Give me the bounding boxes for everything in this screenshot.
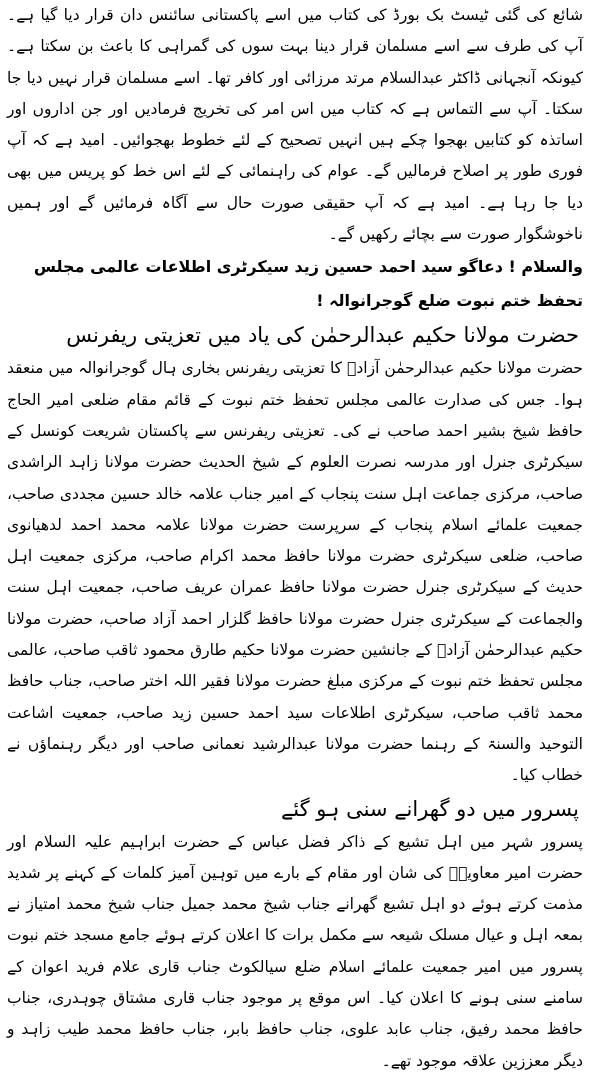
signoff-line: والسلام ! دعاگو سید احمد حسین زید سیکرٹری اطلاعات عالمی مجلس تحفظ ختم نبوت ضلع گوجرانوالہ ! [33,257,583,311]
intro-paragraph: شائع کی گئی ٹیسٹ بک بورڈ کی کتاب میں اسے پاکستانی سائنس دان قرار دیا گیا ہے۔ آپ کی طرف سے اسے مسلمان قرار دینا بہت سوں کی گمراہی کا باعث بن سکتا ہے۔ کیونکہ آنجہانی ڈاکٹر عبدالسلام مرتد مرزائی اور کافر تھا۔ اسے مسلمان قرار نہیں دیا جا سکتا۔ آپ سے التماس ہے کہ کتاب میں اس امر کی تخریج فرمادیں اور جن اداروں اور اساتذہ کو کتابیں بھجوا چکے ہیں انہیں تصحیح کے لئے خطوط بھجوائیں۔ امید ہے کہ آپ فوری طور پر اصلاح فرمالیں گے۔ عوام کی راہنمائی کے لئے اس خط کو پریس میں بھی دیا جا رہا ہے۔ امید ہے کہ آپ حقیقی صورت حال سے آگاہ فرمائیں گے اور ہمیں ناخوشگوار صورت سے بچائے رکھیں گے۔ [7,6,583,244]
section-heading-pasrur: پسرور میں دو گھرانے سنی ہو گئے [280,796,579,821]
condolence-reference-body: حضرت مولانا حکیم عبدالرحمٰن آزادؒ کا تعزیتی ریفرنس بخاری ہال گوجرانوالہ میں منعقد ہوا۔ جس کی صدارت عالمی مجلس تحفظ ختم نبوت کے قائم مقام ضلعی امیر الحاج حافظ شیخ بشیر احمد صاحب نے کی۔ تعزیتی ریفرنس سے پاکستان شریعت کونسل کے سیکرٹری جنرل اور مدرسہ نصرت العلوم کے شیخ الحدیث حضرت مولانا زاہد الراشدی صاحب، مرکزی جماعت اہل سنت پنجاب کے امیر جناب علامہ خالد حسین مجددی صاحب، جمعیت علمائے اسلام پنجاب کے سرپرست حضرت مولانا علامہ محمد احمد لدھیانوی صاحب، ضلعی سیکرٹری حضرت مولانا حافظ محمد اکرام صاحب، مرکزی جمعیت اہل حدیث کے سیکرٹری جنرل حضرت مولانا حافظ عمران عریف صاحب، جمعیت اہل سنت والجماعت کے سیکرٹری جنرل حضرت مولانا حافظ گلزار احمد آزاد صاحب، حضرت مولانا حکیم عبدالرحمٰن آزادؒ کے جانشین حضرت مولانا حکیم طارق محمود ثاقب صاحب، عالمی مجلس تحفظ ختم نبوت کے مرکزی مبلغ حضرت مولانا فقیر اللہ اختر صاحب، جناب حافظ محمد ثاقب صاحب، سیکرٹری اطلاعات سید احمد حسین زید صاحب، جمعیت اشاعت التوحید والسنۃ کے رہنما حضرت مولانا عبدالرشید نعمانی صاحب اور دیگر رہنماؤں نے خطاب کیا۔ [7,359,583,785]
pasrur-body: پسرور شہر میں اہل تشیع کے ذاکر فضل عباس کے حضرت ابراہیم علیہ السلام اور حضرت امیر معاویہؓ کی شان اور مقام کے بارے میں توہین آمیز کلمات کے کہنے پر شدید مذمت کرتے ہوئے دو اہل تشیع گھرانے جناب شیخ محمد جمیل جناب شیخ محمد امتیاز نے بمعہ اہل و عیال مسلک شیعہ سے مکمل برات کا اعلان کرتے ہوئے جامع مسجد ختم نبوت پسرور میں امیر جمعیت علمائے اسلام ضلع سیالکوٹ جناب قاری علام فرید اعوان کے سامنے سنی ہونے کا اعلان کیا۔ اس موقع پر موجود جناب قاری مشتاق چوہدری، جناب حافظ محمد رفیق، جناب عابد علوی، جناب حافظ بابر، جناب حافظ محمد طیب زاہد و دیگر معززین علاقہ موجود تھے۔ [7,832,583,1070]
section-heading-condolence-reference: حضرت مولانا حکیم عبدالرحمٰن کی یاد میں تعزیتی ریفرنس [66,323,579,348]
